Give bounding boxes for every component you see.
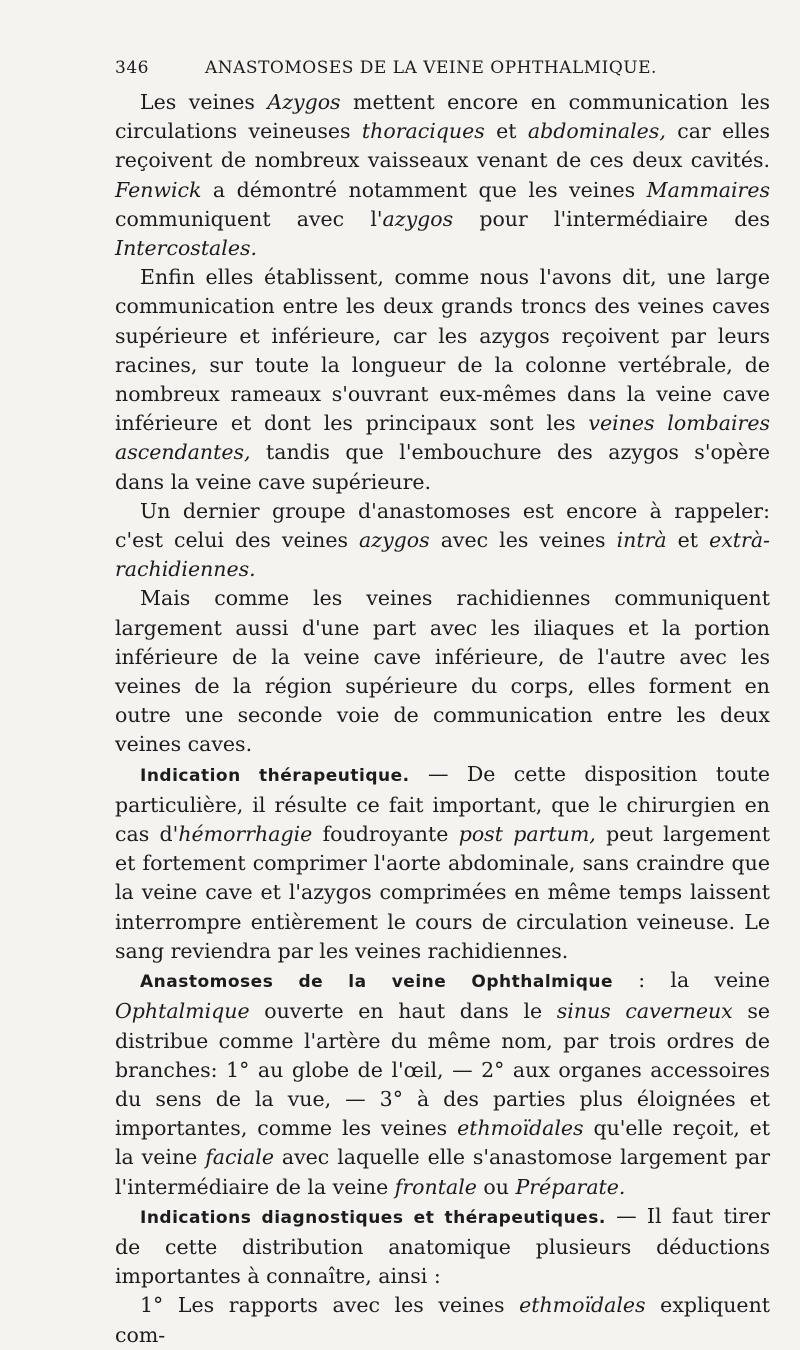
italic-term: ethmoïdales xyxy=(519,1293,646,1318)
text-run: — Il faut tirer de cette distribution anatomique plusieurs déductions importantes à connaître, ainsi : xyxy=(115,1203,770,1289)
text-run: peut largement et fortement comprimer l'aorte abdominale, sans craindre que la veine cave et l'azygos comprimées en même temps laissent interrompre entièrement le cours de circulation veineuse. Le sang reviendra par les veines rachidiennes. xyxy=(115,822,770,963)
italic-term: azygos xyxy=(359,528,430,553)
page-number: 346 xyxy=(115,58,149,78)
text-run: : la veine xyxy=(613,968,770,993)
paragraph-indications-diagnostiques xyxy=(115,1202,770,1292)
italic-term: intrà xyxy=(616,528,667,553)
running-title: ANASTOMOSES DE LA VEINE OPHTHALMIQUE. xyxy=(205,58,657,78)
paragraph-rapports-ethmoidales xyxy=(115,1291,770,1349)
text-run: expliquent com- xyxy=(115,1293,771,1347)
italic-term: veines lombaires ascendantes, xyxy=(115,411,770,465)
paragraph-veine-ophthalmique xyxy=(115,966,770,1202)
italic-term: post partum, xyxy=(458,822,596,847)
section-heading: Indication thérapeutique. xyxy=(140,765,410,786)
text-run: et xyxy=(666,528,710,553)
text-run: Les veines xyxy=(140,90,268,114)
italic-term: Ophtalmique xyxy=(115,999,250,1024)
italic-term: Fenwick xyxy=(115,177,202,202)
text-run: foudroyante xyxy=(312,822,459,847)
text-run: ou xyxy=(476,1174,516,1199)
paragraph-last-anastomoses xyxy=(115,497,770,585)
italic-term: abdominales, xyxy=(527,119,666,144)
italic-term: thoraciques xyxy=(361,119,485,144)
text-run: mettent encore en communication les circulations veineuses xyxy=(115,90,770,144)
paragraph-caves-communication xyxy=(115,263,770,497)
italic-term: azygos xyxy=(382,206,454,231)
italic-term: frontale xyxy=(394,1174,477,1199)
italic-term: Intercostales. xyxy=(115,236,257,261)
text-run: car elles reçoivent de nombreux vaisseaux venant de ces deux cavités. xyxy=(115,119,771,173)
text-run: Enfin elles établissent, comme nous l'avons dit, une large communication entre les deux grands troncs des veines caves supérieure et inférieure, car les azygos reçoivent par leurs racines, sur toute la longueur de la colonne vertébrale, de nombreux rameaux s'ouvrant eux-mêmes dans la veine cave inférieure et dont les principaux sont les xyxy=(115,265,770,436)
section-heading: Anastomoses de la veine Ophthalmique xyxy=(140,972,614,993)
text-run: Mais comme les veines rachidiennes communiquent largement aussi d'une part avec les iliaques et la portion inférieure de la veine cave inférieure, de l'autre avec les veines de la région supérieure du corps, elles forment en outre une seconde voie de communication entre les deux veines caves. xyxy=(115,586,770,757)
text-run: tandis que l'embouchure des azygos s'opère dans la veine cave supérieure. xyxy=(115,440,770,494)
text-run: et xyxy=(484,119,528,144)
text-run: ouverte en haut dans le xyxy=(249,999,557,1024)
italic-term: ethmoïdales xyxy=(457,1116,584,1141)
text-run: avec les veines xyxy=(429,528,617,553)
italic-term: Préparate. xyxy=(515,1174,626,1199)
text-run: communiquent avec l' xyxy=(115,206,383,231)
italic-term: Azygos xyxy=(267,90,341,114)
italic-term: sinus caverneux xyxy=(556,999,733,1024)
text-run: — De cette disposition toute particulière, il résulte ce fait important, que le chirurgien en cas d' xyxy=(115,761,770,847)
text-run: pour l'intermédiaire des xyxy=(453,206,771,231)
italic-term: hémorrhagie xyxy=(178,822,313,847)
body-text xyxy=(115,88,770,1350)
page-header xyxy=(115,58,770,88)
text-run: qu'elle reçoit, et la veine xyxy=(115,1116,771,1170)
paragraph-rachidiennes xyxy=(115,584,770,759)
text-run: 1° Les rapports avec les veines xyxy=(140,1293,520,1318)
paragraph-azygos-circulation xyxy=(115,88,770,263)
text-run: se distribue comme l'artère du même nom, par trois ordres de branches: 1° au globe de l'œil, — 2° aux organes accessoires du sens de la vue, — 3° à des parties plus éloignées et importantes, comme les veines xyxy=(115,999,770,1141)
paragraph-indication-therapeutique xyxy=(115,760,770,966)
italic-term: Mammaires xyxy=(646,177,770,202)
text-run: avec laquelle elle s'anastomose largement par l'intermédiaire de la veine xyxy=(115,1145,770,1199)
section-heading: Indications diagnostiques et thérapeutiques. xyxy=(140,1207,606,1228)
italic-term: faciale xyxy=(205,1145,274,1170)
text-run: Un dernier groupe d'anastomoses est encore à rappeler: c'est celui des veines xyxy=(115,498,770,553)
text-run: a démontré notamment que les veines xyxy=(201,177,647,202)
italic-term: extrà-rachidiennes. xyxy=(115,528,770,582)
